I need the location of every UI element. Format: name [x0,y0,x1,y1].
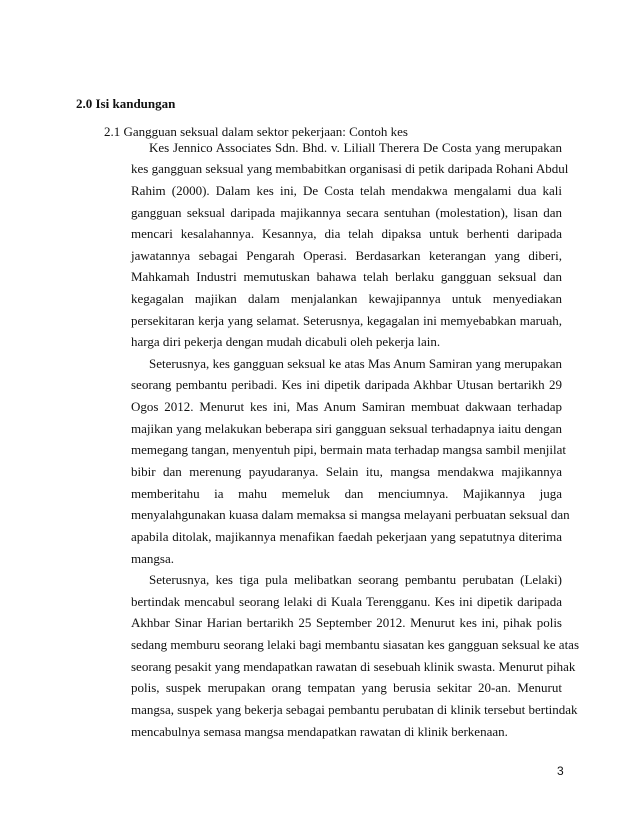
paragraph-1-line: mencari kesalahannya. Kesannya, dia telah dipaksa untuk berhenti daripada [131,226,562,241]
paragraph-3-line: seorang pesakit yang mendapatkan rawatan di sesebuah klinik swasta. Menurut pihak [131,659,576,674]
paragraph-2-line: bibir dan merenung payudaranya. Selain itu, mangsa mendakwa majikannya [131,464,562,479]
subsection-heading: 2.1 Gangguan seksual dalam sektor pekerjaan: Contoh kes [104,124,408,139]
paragraph-1-line: gangguan seksual daripada majikannya secara sentuhan (molestation), lisan dan [131,205,562,220]
paragraph-1-line: Mahkamah Industri memutuskan bahawa telah berlaku gangguan seksual dan [131,269,562,284]
paragraph-3-line: mangsa, suspek yang bekerja sebagai pembantu perubatan di klinik tersebut bertindak [131,702,578,717]
paragraph-1-line: kegagalan majikan dalam menjalankan kewajipannya untuk menyediakan [131,291,562,306]
paragraph-2-line: Ogos 2012. Menurut kes ini, Mas Anum Samiran membuat dakwaan terhadap [131,399,562,414]
paragraph-3-line: mencabulnya semasa mangsa mendapatkan rawatan di klinik berkenaan. [131,724,508,739]
paragraph-3-line: bertindak mencabul seorang lelaki di Kuala Terengganu. Kes ini dipetik daripada [131,594,562,609]
paragraph-2-line: menyalahgunakan kuasa dalam memaksa si mangsa melayani perbuatan seksual dan [131,507,570,522]
paragraph-2-line: memberitahu ia mahu memeluk dan menciumnya. Majikannya juga [131,486,562,501]
paragraph-1-line: kes gangguan seksual yang membabitkan organisasi di petik daripada Rohani Abdul [131,161,569,176]
paragraph-1-line: Rahim (2000). Dalam kes ini, De Costa telah mendakwa mengalami dua kali [131,183,562,198]
paragraph-1-line: persekitaran kerja yang selamat. Seterusnya, kegagalan ini memyebabkan maruah, [131,313,562,328]
paragraph-2-line: majikan yang melakukan beberapa siri gangguan seksual terhadapnya iaitu dengan [131,421,562,436]
paragraph-2-line: Seterusnya, kes gangguan seksual ke atas Mas Anum Samiran yang merupakan [149,356,562,371]
paragraph-2-line: apabila ditolak, majikannya menafikan faedah pekerjaan yang sepatutnya diterima [131,529,562,544]
paragraph-3-line: sedang memburu seorang lelaki bagi membantu siasatan kes gangguan seksual ke atas [131,637,580,652]
paragraph-2-line: mangsa. [131,551,174,566]
paragraph-1-line: Kes Jennico Associates Sdn. Bhd. v. Liliall Therera De Costa yang merupakan [149,140,562,155]
paragraph-1-line: jawatannya sebagai Pengarah Operasi. Berdasarkan keterangan yang diberi, [131,248,562,263]
page-number: 3 [557,764,564,778]
paragraph-3-line: Seterusnya, kes tiga pula melibatkan seorang pembantu perubatan (Lelaki) [149,572,562,587]
paragraph-3-line: polis, suspek merupakan orang tempatan yang berusia sekitar 20-an. Menurut [131,680,562,695]
section-heading: 2.0 Isi kandungan [76,96,176,111]
paragraph-1-line: harga diri pekerja dengan mudah dicabuli oleh pekerja lain. [131,334,441,349]
paragraph-2-line: memegang tangan, menyentuh pipi, bermain mata terhadap mangsa sambil menjilat [131,442,567,457]
paragraph-2-line: seorang pembantu peribadi. Kes ini dipetik daripada Akhbar Utusan bertarikh 29 [131,377,562,392]
paragraph-3-line: Akhbar Sinar Harian bertarikh 25 September 2012. Menurut kes ini, pihak polis [131,615,562,630]
